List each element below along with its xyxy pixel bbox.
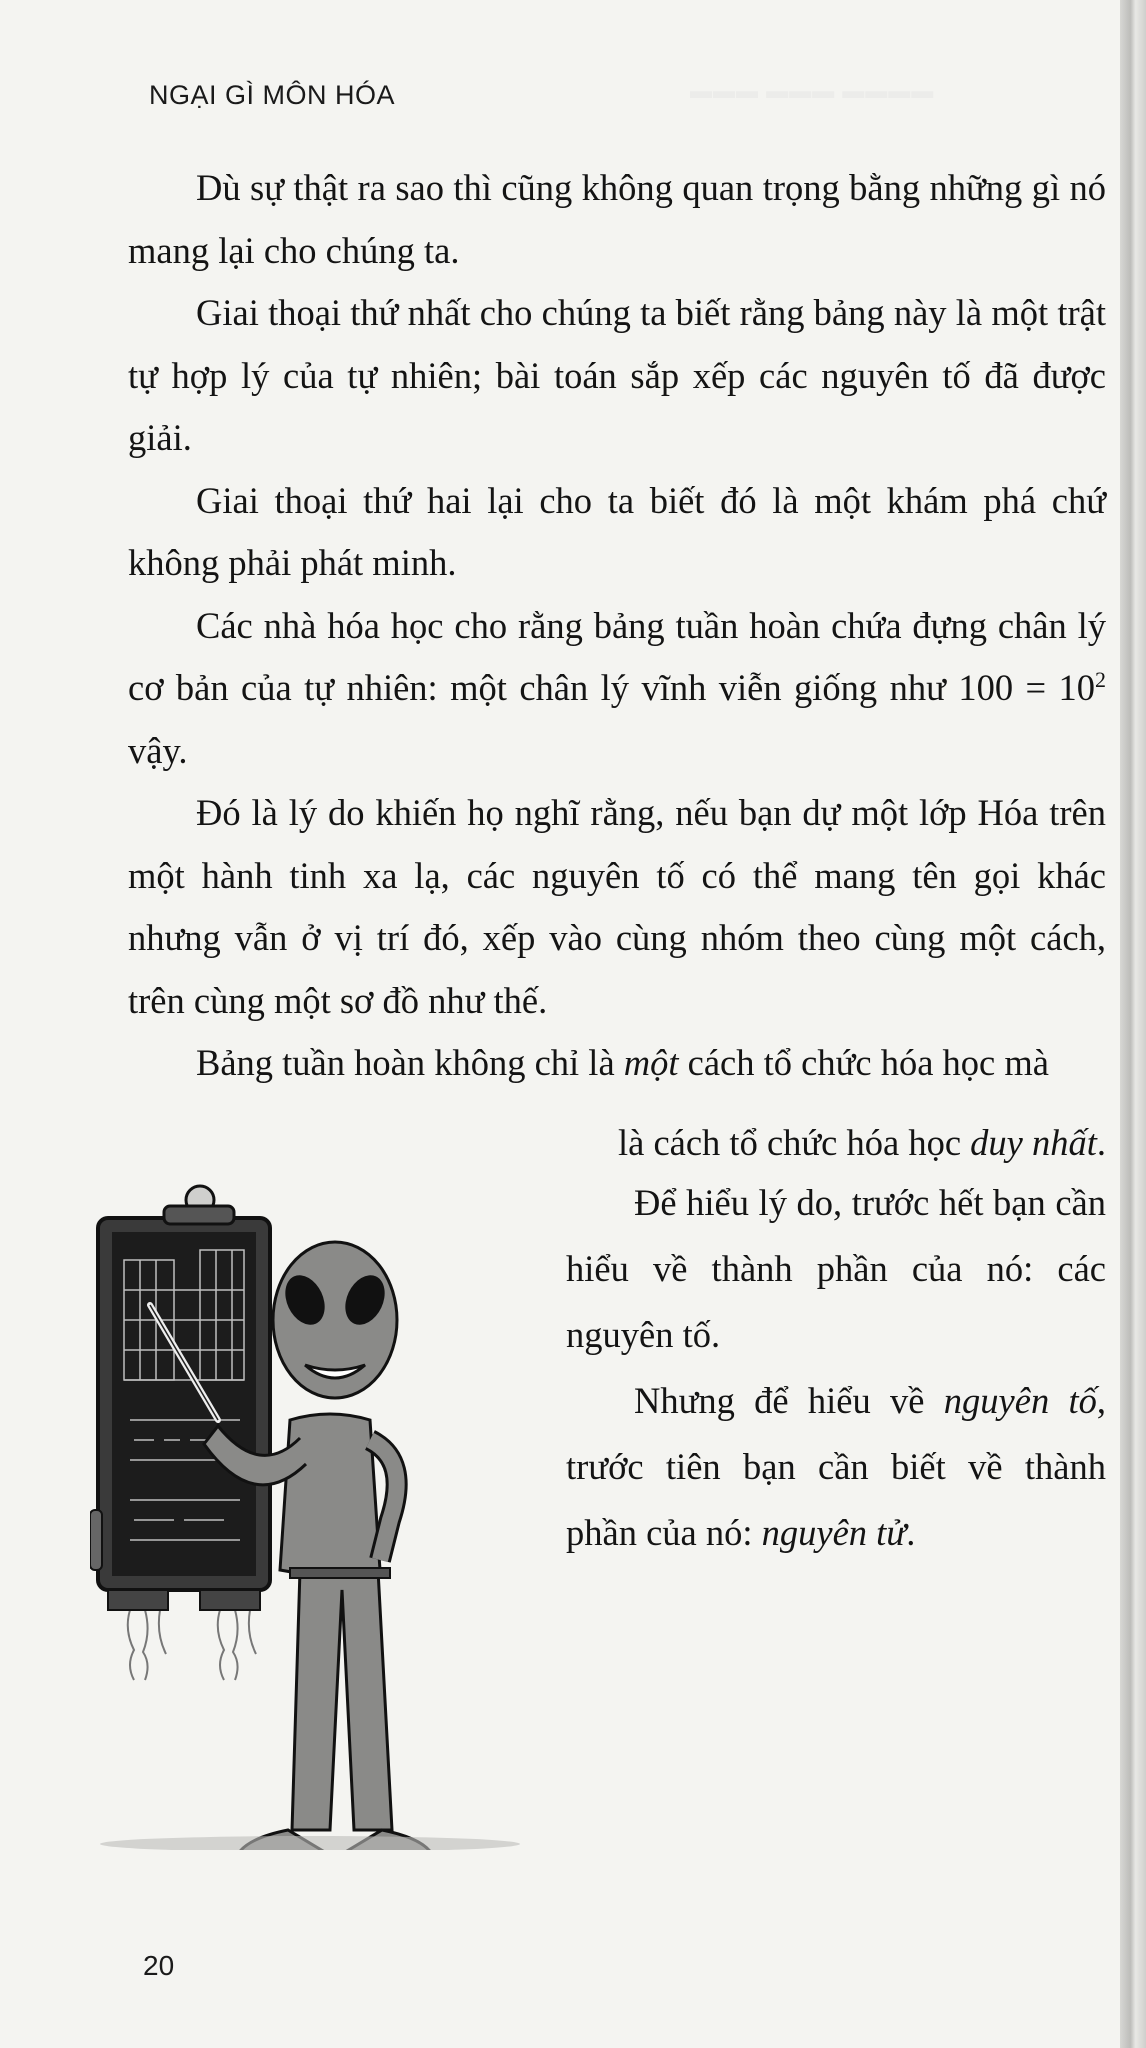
side-text [566, 1170, 1106, 1566]
paragraph: Đó là lý do khiến họ nghĩ rằng, nếu bạn dự một lớp Hóa trên một hành tinh xa lạ, các nguyên tố có thể mang tên gọi khác nhưng vẫn ở vị trí đó, xếp vào cùng nhóm theo cùng một cách, trên cùng một sơ đồ như thế. [128, 792, 1106, 1021]
page-edge [1120, 0, 1146, 2048]
paragraph: Giai thoại thứ hai lại cho ta biết đó là một khám phá chứ không phải phát minh. [128, 479, 1106, 583]
blackboard [112, 1232, 256, 1576]
paragraph: Các nhà hóa học cho rằng bảng tuần hoàn chứa đựng chân lý cơ bản của tự nhiên: một chân lý vĩnh viễn giống như $100 = 10^2$ vậy. [128, 604, 1106, 771]
paragraph: Giai thoại thứ nhất cho chúng ta biết rằng bảng này là một trật tự hợp lý của tự nhiên; bài toán sắp xếp các nguyên tố đã được giải. [128, 292, 1106, 458]
paragraph: Nhưng để hiểu về nguyên tố, trước tiên bạn cần biết về thành phần của nó: nguyên tử. [566, 1380, 1107, 1553]
show-through-text: ▬▬▬ ▬▬▬ ▬▬▬▬ [690, 78, 935, 103]
paragraph: Để hiểu lý do, trước hết bạn cần hiểu về thành phần của nó: các nguyên tố. [566, 1182, 1106, 1355]
main-text [128, 157, 1106, 1095]
paragraph: Bảng tuần hoàn không chỉ là một cách tổ chức hóa học mà [196, 1042, 1049, 1083]
superscript: 2 [1095, 667, 1106, 692]
paragraph-continuation: là cách tổ chức hóa học duy nhất. [617, 1122, 1106, 1163]
paragraph: Dù sự thật ra sao thì cũng không quan trọng bằng những gì nó mang lại cho chúng ta. [128, 167, 1106, 271]
alien-teacher-illustration [90, 1170, 530, 1850]
running-title: NGẠI GÌ MÔN HÓA [149, 80, 396, 110]
page-number: 20 [143, 1950, 175, 1981]
